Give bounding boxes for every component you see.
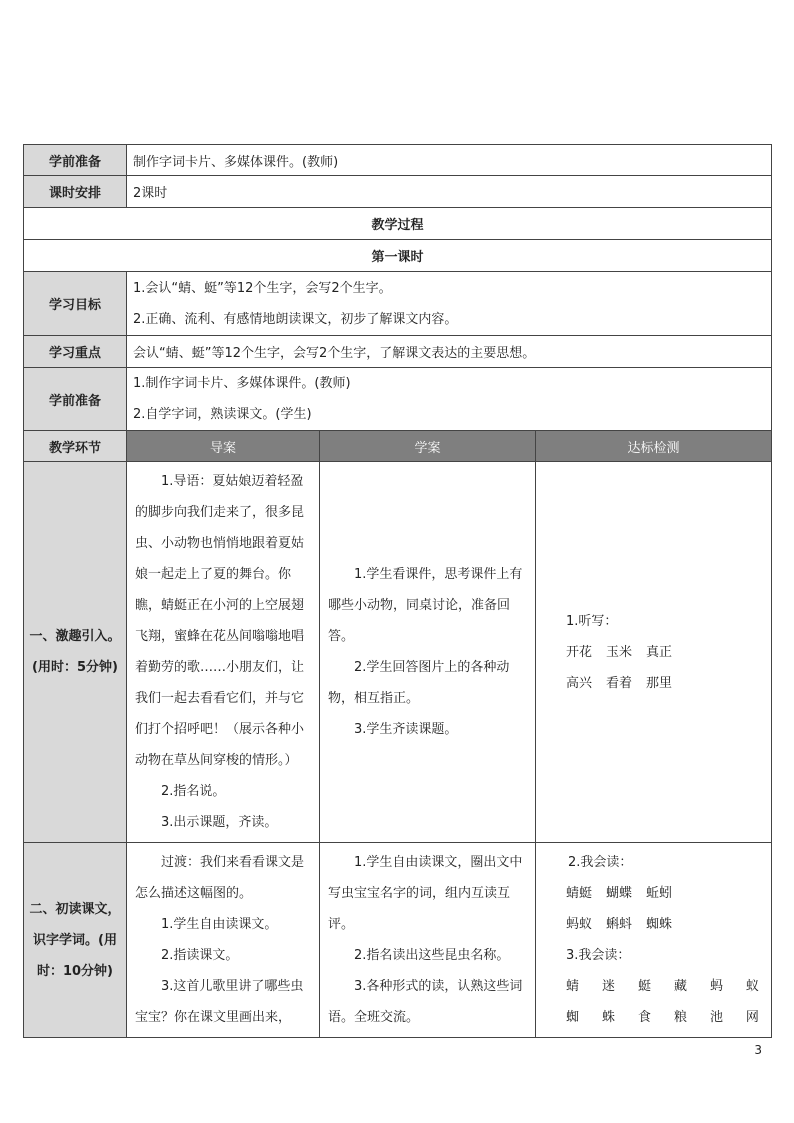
section2-check [536, 843, 772, 1038]
section2-chars-row1 [566, 971, 759, 1002]
check-char: 蚂 [709, 979, 723, 994]
goal-value [127, 272, 772, 336]
header-study: 学案 [320, 431, 536, 462]
header-check: 达标检测 [536, 431, 772, 462]
goal-label: 学习目标 [24, 272, 127, 336]
key-label: 学习重点 [24, 336, 127, 368]
section1-study-1: 1.学生看课件，思考课件上有哪些小动物，同桌讨论，准备回答。 [328, 567, 523, 644]
section1-study-3: 3.学生齐读课题。 [354, 722, 458, 737]
check-word: 蚯蚓 [646, 886, 673, 901]
check-word: 玉米 [606, 644, 633, 660]
prep-label: 学前准备 [24, 145, 127, 176]
goal-item-2: 2.正确、流利、有感情地朗读课文，初步了解课文内容。 [133, 311, 458, 327]
section1-check-title: 1.听写： [566, 613, 618, 629]
key-value: 会认“蜻、蜓”等12个生字，会写2个生字，了解课文表达的主要思想。 [127, 336, 772, 368]
lesson-plan-table [23, 144, 772, 1038]
section2-check-title2: 3.我会读： [566, 948, 631, 963]
lesson-title-row [24, 240, 772, 272]
prep2-item-2: 2.自学字词，熟读课文。(学生) [133, 407, 312, 422]
check-word: 蝴蝶 [606, 886, 633, 901]
process-title-row [24, 208, 772, 240]
section2-guide-1: 1.学生自由读课文。 [161, 917, 278, 932]
prep2-value [127, 368, 772, 431]
section1-stage: 一、激趣引入。(用时：5分钟) [24, 462, 127, 843]
prep2-row [24, 368, 772, 431]
check-word: 开花 [566, 644, 593, 660]
check-char: 池 [709, 1010, 723, 1025]
section2-guide-0: 过渡：我们来看看课文是怎么描述这幅图的。 [135, 855, 305, 901]
check-word: 蜘蛛 [646, 917, 673, 932]
section2-study-1: 1.学生自由读课文，圈出文中写虫宝宝名字的词，组内互读互评。 [328, 855, 523, 932]
check-char: 粮 [673, 1010, 687, 1025]
check-word: 蜻蜓 [566, 886, 593, 901]
section1-guide-1: 1.导语：夏姑娘迈着轻盈的脚步向我们走来了，很多昆虫、小动物也悄悄地跟着夏姑娘一起走上了夏的舞台。你瞧，蜻蜓正在小河的上空展翅飞翔，蜜蜂在花丛间嗡嗡地唱着勤劳的歌……小朋友们，让我们一起去看看它们，并与它们打个招呼吧！（展示各种小动物在草丛间穿梭的情形。） [135, 474, 305, 768]
check-word: 高兴 [566, 675, 593, 691]
check-word: 看着 [606, 675, 633, 691]
check-word: 蝌蚪 [606, 917, 633, 932]
goal-row [24, 272, 772, 336]
section2-guide-3: 3.这首儿歌里讲了哪些虫宝宝？你在课文里画出来， [135, 979, 304, 1025]
section1-guide [127, 462, 320, 843]
key-row [24, 336, 772, 368]
check-char: 迷 [601, 979, 615, 994]
prep2-label: 学前准备 [24, 368, 127, 431]
section1-check-row2 [566, 668, 763, 699]
check-char: 网 [745, 1010, 759, 1025]
check-char: 蜘 [566, 1010, 580, 1025]
section1-row [24, 462, 772, 843]
header-stage: 教学环节 [24, 431, 127, 462]
section1-guide-2: 2.指名说。 [161, 784, 226, 799]
prep-value: 制作字词卡片、多媒体课件。(教师) [127, 145, 772, 176]
prep2-item-1: 1.制作字词卡片、多媒体课件。(教师) [133, 376, 351, 391]
page-number: 3 [754, 1043, 762, 1057]
check-char: 蜓 [637, 979, 651, 994]
section1-check [536, 462, 772, 843]
hours-row [24, 176, 772, 208]
section1-check-row1 [566, 637, 763, 668]
section1-study-2: 2.学生回答图片上的各种动物，相互指正。 [328, 660, 510, 706]
section2-guide-2: 2.指读课文。 [161, 948, 239, 963]
section1-guide-3: 3.出示课题，齐读。 [161, 815, 278, 830]
section2-study [320, 843, 536, 1038]
section1-study [320, 462, 536, 843]
prep-row [24, 145, 772, 176]
check-word: 那里 [646, 675, 673, 691]
check-char: 藏 [673, 979, 687, 994]
section2-guide [127, 843, 320, 1038]
lesson-title: 第一课时 [24, 240, 772, 272]
section2-study-2: 2.指名读出这些昆虫名称。 [354, 948, 510, 963]
section2-study-3: 3.各种形式的读，认熟这些词语。全班交流。 [328, 979, 523, 1025]
check-char: 蜻 [566, 979, 580, 994]
goal-item-1: 1.会认“蜻、蜓”等12个生字，会写2个生字。 [133, 280, 392, 296]
section2-row [24, 843, 772, 1038]
process-title: 教学过程 [24, 208, 772, 240]
section2-check-title: 2.我会读： [568, 855, 633, 870]
header-guide: 导案 [127, 431, 320, 462]
check-char: 蚁 [745, 979, 759, 994]
check-word: 蚂蚁 [566, 917, 593, 932]
hours-value: 2课时 [127, 176, 772, 208]
section2-chars-row2 [566, 1002, 759, 1033]
section2-check-row2 [566, 909, 759, 940]
section2-check-row1 [566, 878, 759, 909]
check-char: 食 [637, 1010, 651, 1025]
header-row [24, 431, 772, 462]
section2-stage: 二、初读课文，识字学词。(用时：10分钟) [24, 843, 127, 1038]
hours-label: 课时安排 [24, 176, 127, 208]
check-char: 蛛 [601, 1010, 615, 1025]
check-word: 真正 [646, 644, 673, 660]
